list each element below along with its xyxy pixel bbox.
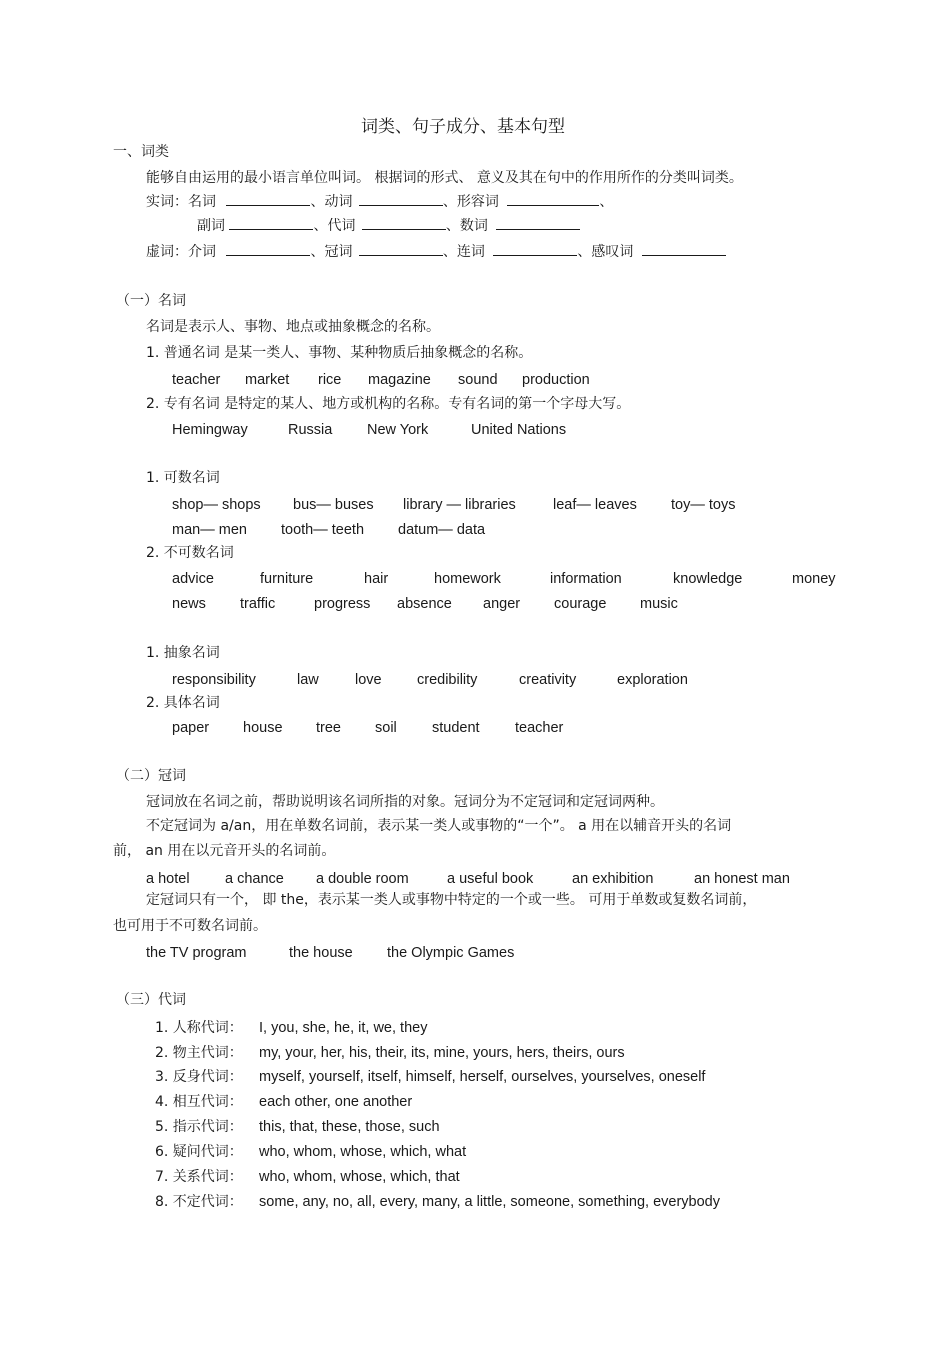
concrete-noun-label: 2. 具体名词 [146,695,220,711]
xuci-label: 虚词：介词 [146,244,216,260]
blank-verb [359,193,443,206]
word: shop— shops [172,497,261,513]
pronoun-item [155,1168,460,1186]
pronoun-type-label: 1. 人称代词： [155,1020,243,1036]
word: credibility [417,672,478,688]
word: a chance [225,871,284,887]
pronoun-item [155,1068,705,1086]
word: money [792,571,836,587]
fuci-label: 副词 [197,218,225,234]
pronoun-examples: this, that, these, those, such [259,1119,440,1135]
pronoun-examples: who, whom, whose, which, that [259,1169,460,1185]
blank-article [359,243,443,256]
section-heading-word-classes: 一、词类 [113,144,169,160]
shici-label: 实词：名词 [146,194,216,210]
common-noun-label: 1. 普通名词 是某一类人、事物、某种物质后抽象概念的名称。 [146,345,533,361]
word: teacher [515,720,564,736]
word: New York [367,422,429,438]
pronoun-examples: my, your, her, his, their, its, mine, yours, hers, theirs, ours [259,1045,625,1061]
proper-noun-label: 2. 专有名词 是特定的某人、地方或机构的名称。专有名词的第一个字母大写。 [146,396,631,412]
word: an honest man [694,871,790,887]
word: furniture [260,571,314,587]
word: an exhibition [572,871,654,887]
word: creativity [519,672,577,688]
word: the Olympic Games [387,945,515,961]
word: traffic [240,596,276,612]
noun-definition: 名词是表示人、事物、地点或抽象概念的名称。 [146,319,440,335]
word: man— men [172,522,247,538]
blank-noun [226,193,310,206]
word: tooth— teeth [281,522,365,538]
word: sound [458,372,498,388]
word: Russia [288,422,333,438]
blank-numeral [496,217,580,230]
pronoun-examples: each other, one another [259,1094,413,1110]
blank-conjunction [493,243,577,256]
pronoun-type-label: 5. 指示代词： [155,1119,243,1135]
pronoun-item [155,1118,440,1136]
word: student [432,720,480,736]
blank-pronoun [362,217,446,230]
pronoun-item [155,1019,427,1037]
blank-adjective [507,193,599,206]
word: United Nations [471,422,567,438]
pronoun-examples: I, you, she, he, it, we, they [259,1020,428,1036]
article-definition: 冠词放在名词之前，帮助说明该名词所指的对象。冠词分为不定冠词和定冠词两种。 [146,794,664,810]
daici-label: 、代词 [313,218,356,234]
pronoun-item [155,1193,720,1211]
pronoun-type-label: 7. 关系代词： [155,1169,243,1185]
word: news [172,596,206,612]
pronoun-type-label: 4. 相互代词： [155,1094,243,1110]
word: a hotel [146,871,190,887]
function-words-line [146,243,726,261]
word: anger [483,596,521,612]
word: love [355,672,382,688]
uncountable-noun-label: 2. 不可数名词 [146,545,234,561]
abstract-noun-label: 1. 抽象名词 [146,645,220,661]
word: courage [554,596,607,612]
pronoun-examples: some, any, no, all, every, many, a little, someone, something, everybody [259,1194,720,1210]
pronoun-type-label: 6. 疑问代词： [155,1144,243,1160]
indefinite-article-line2: 前， an 用在以元音开头的名词前。 [113,843,336,859]
pronoun-item [155,1143,466,1161]
content-words-line1 [146,193,613,211]
word: a double room [316,871,409,887]
word: toy— toys [671,497,736,513]
guanci-label: 、冠词 [310,244,353,260]
word: hair [364,571,389,587]
word: magazine [368,372,431,388]
indefinite-article-line1: 不定冠词为 a/an，用在单数名词前，表示某一类人或事物的“一个”。 a 用在以辅音开头的名词 [146,818,732,834]
pronoun-item [155,1044,625,1062]
word: Hemingway [172,422,248,438]
xingrongci-label: 、形容词 [442,194,499,210]
pronoun-examples: myself, yourself, itself, himself, herself, ourselves, yourselves, oneself [259,1069,706,1085]
blank-interjection [642,243,726,256]
definite-article-line2: 也可用于不可数名词前。 [113,918,267,934]
word: tree [316,720,341,736]
word: the house [289,945,353,961]
word: production [522,372,590,388]
pronoun-examples: who, whom, whose, which, what [259,1144,467,1160]
word: homework [434,571,501,587]
word: library — libraries [403,497,516,513]
word: the TV program [146,945,247,961]
word: information [550,571,622,587]
word: responsibility [172,672,256,688]
word-class-definition: 能够自由运用的最小语言单位叫词。 根据词的形式、 意义及其在句中的作用所作的分类叫词类。 [146,170,743,186]
shuci-label: 、数词 [445,218,488,234]
lianci-label: 、连词 [442,244,485,260]
word: teacher [172,372,221,388]
gantanci-label: 、感叹词 [577,244,634,260]
word: law [297,672,319,688]
word: progress [314,596,371,612]
definite-article-line1: 定冠词只有一个， 即 the，表示某一类人或事物中特定的一个或一些。 可用于单数或复数名词前， [146,892,757,908]
word: rice [318,372,342,388]
word: bus— buses [293,497,374,513]
blank-adverb [229,217,313,230]
word: advice [172,571,214,587]
word: music [640,596,678,612]
line-end-comma: 、 [599,194,614,210]
word: leaf— leaves [553,497,637,513]
dongci-label: 、动词 [310,194,353,210]
word: knowledge [673,571,743,587]
word: datum— data [398,522,486,538]
countable-noun-label: 1. 可数名词 [146,470,220,486]
section-heading-pronoun: （三）代词 [116,992,186,1008]
pronoun-type-label: 8. 不定代词： [155,1194,243,1210]
word: soil [375,720,397,736]
section-heading-noun: （一）名词 [116,293,186,309]
pronoun-type-label: 3. 反身代词： [155,1069,243,1085]
section-heading-article: （二）冠词 [116,768,186,784]
word: house [243,720,283,736]
word: paper [172,720,210,736]
pronoun-type-label: 2. 物主代词： [155,1045,243,1061]
word: market [245,372,290,388]
word: a useful book [447,871,534,887]
pronoun-item [155,1093,412,1111]
word: absence [397,596,452,612]
blank-preposition [226,243,310,256]
word: exploration [617,672,688,688]
page-title: 词类、句子成分、基本句型 [361,117,565,137]
content-words-line2 [197,217,580,235]
